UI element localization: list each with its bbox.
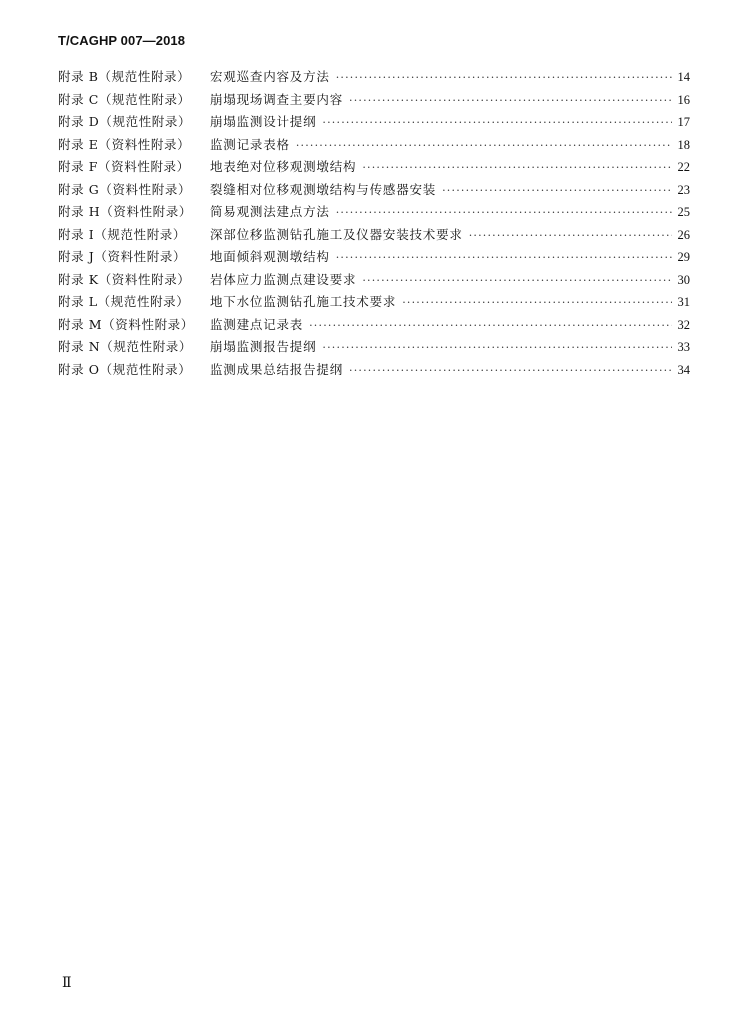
toc-entry[interactable]	[58, 66, 690, 89]
toc-entry-label: 附录 M（资料性附录）	[58, 316, 194, 332]
document-id: T/CAGHP 007—2018	[58, 33, 186, 48]
toc-entry-title: 地表绝对位移观测墩结构	[210, 159, 357, 174]
toc-entry[interactable]	[58, 314, 690, 337]
toc-entry-title: 崩塌监测设计提纲	[210, 114, 317, 129]
toc-entry-page: 29	[677, 250, 690, 264]
toc-dot-leader	[469, 225, 672, 248]
toc-entry-label: 附录 D（规范性附录）	[58, 114, 192, 129]
toc-entry-title: 地面倾斜观测墩结构	[210, 249, 330, 264]
toc-entry-page: 22	[677, 160, 690, 174]
toc-entry-page: 23	[677, 182, 690, 197]
toc-entry-label: 附录 L（规范性附录）	[58, 294, 190, 309]
toc-entry[interactable]	[58, 89, 690, 112]
toc-entry-page: 25	[677, 205, 690, 219]
toc-entry[interactable]	[58, 291, 690, 314]
toc-entry-title: 崩塌现场调查主要内容	[210, 91, 344, 107]
toc-entry-title: 岩体应力监测点建设要求	[210, 271, 357, 287]
toc-entry-label: 附录 I（规范性附录）	[58, 226, 187, 242]
toc-entry-title: 地下水位监测钻孔施工技术要求	[210, 294, 397, 309]
toc-entry-title: 裂缝相对位移观测墩结构与传感器安装	[210, 181, 437, 197]
toc-dot-leader	[362, 157, 672, 180]
toc-entry-label: 附录 O（规范性附录）	[58, 361, 192, 377]
toc-entry-label: 附录 K（资料性附录）	[58, 271, 191, 287]
toc-entry-label: 附录 J（资料性附录）	[58, 249, 187, 264]
toc-entry-label: 附录 F（资料性附录）	[58, 159, 190, 174]
toc-entry[interactable]	[58, 134, 690, 157]
toc-entry[interactable]	[58, 336, 690, 359]
table-of-contents	[58, 66, 690, 381]
toc-entry-page: 17	[677, 115, 690, 129]
toc-entry-label: 附录 E（资料性附录）	[58, 136, 191, 152]
toc-dot-leader	[296, 135, 672, 158]
toc-entry[interactable]	[58, 269, 690, 292]
toc-dot-leader	[349, 90, 672, 113]
toc-entry-page: 14	[677, 70, 690, 84]
toc-entry-title: 监测成果总结报告提纲	[210, 361, 344, 377]
toc-entry-page: 18	[677, 137, 690, 152]
toc-entry-title: 崩塌监测报告提纲	[210, 339, 317, 354]
toc-entry[interactable]	[58, 179, 690, 202]
toc-dot-leader	[402, 292, 672, 315]
toc-entry-label: 附录 G（资料性附录）	[58, 181, 192, 197]
toc-dot-leader	[322, 112, 672, 135]
toc-entry[interactable]	[58, 359, 690, 382]
toc-entry[interactable]	[58, 111, 690, 134]
toc-entry-title: 深部位移监测钻孔施工及仪器安装技术要求	[210, 226, 463, 242]
toc-entry-title: 简易观测法建点方法	[210, 204, 330, 219]
toc-entry-label: 附录 C（规范性附录）	[58, 91, 191, 107]
toc-entry-title: 宏观巡查内容及方法	[210, 69, 330, 84]
toc-entry-page: 31	[677, 295, 690, 309]
toc-dot-leader	[349, 360, 672, 383]
toc-dot-leader	[336, 247, 672, 270]
toc-entry-page: 33	[677, 340, 690, 354]
page-number: Ⅱ	[62, 976, 72, 991]
toc-dot-leader	[336, 67, 672, 90]
toc-entry[interactable]	[58, 156, 690, 179]
toc-entry-page: 32	[677, 317, 690, 332]
toc-entry-page: 30	[677, 272, 690, 287]
toc-dot-leader	[309, 315, 672, 338]
toc-entry[interactable]	[58, 224, 690, 247]
toc-entry-label: 附录 N（规范性附录）	[58, 339, 193, 354]
toc-entry-label: 附录 H（资料性附录）	[58, 204, 192, 219]
toc-dot-leader	[322, 337, 672, 360]
toc-entry-page: 16	[677, 92, 690, 107]
toc-entry-page: 26	[677, 227, 690, 242]
toc-entry-title: 监测记录表格	[210, 136, 290, 152]
toc-dot-leader	[362, 270, 672, 293]
toc-entry-title: 监测建点记录表	[210, 316, 304, 332]
toc-dot-leader	[336, 202, 672, 225]
toc-entry[interactable]	[58, 246, 690, 269]
toc-entry-page: 34	[677, 362, 690, 377]
toc-entry-label: 附录 B（规范性附录）	[58, 69, 191, 84]
toc-entry[interactable]	[58, 201, 690, 224]
toc-dot-leader	[442, 180, 672, 203]
